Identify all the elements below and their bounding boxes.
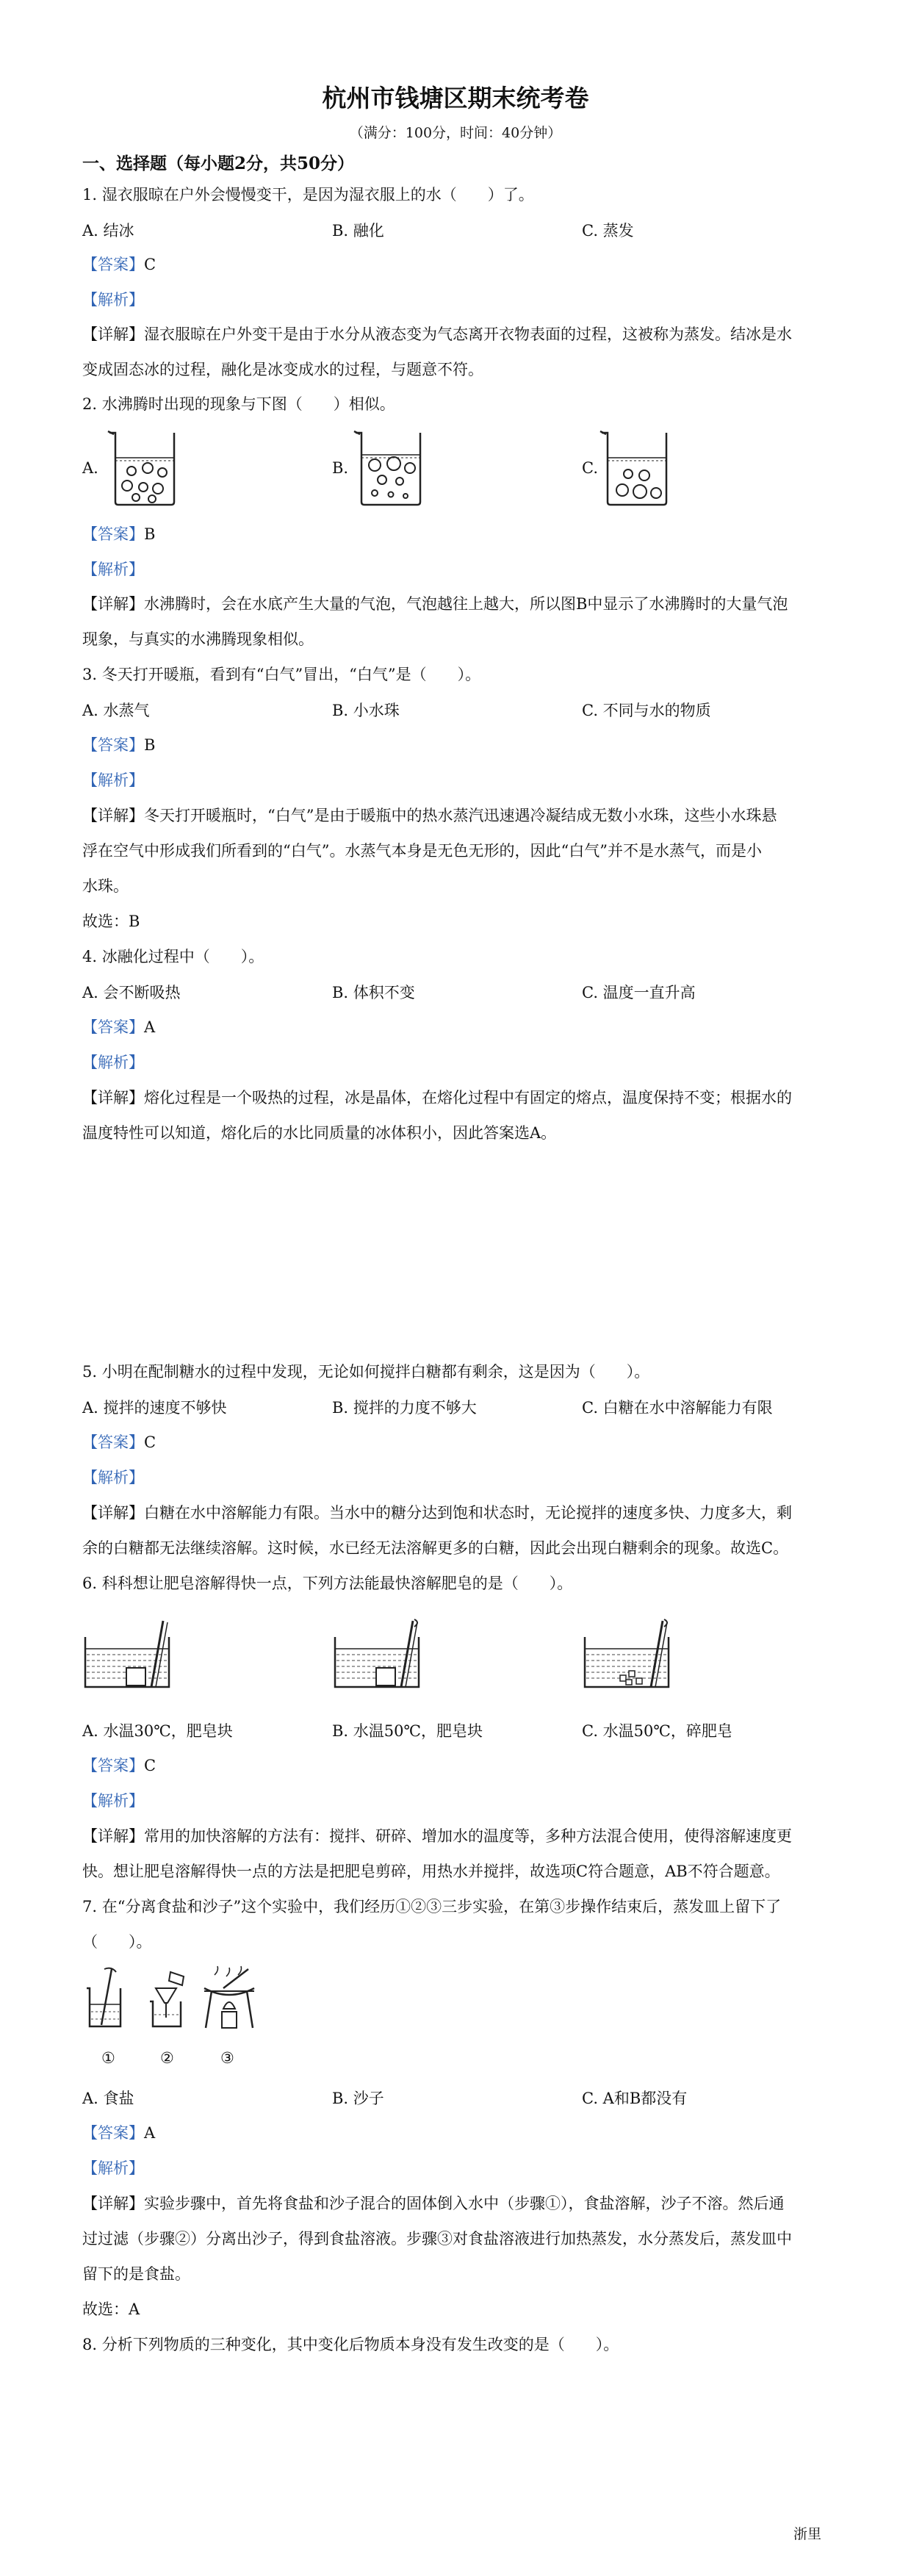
question-5-option-b: B. 搅拌的力度不够大 (332, 1399, 477, 1417)
question-5-stem: 5. 小明在配制糖水的过程中发现，无论如何搅拌白糖都有剩余，这是因为（ ）。 (82, 1363, 650, 1381)
question-7-analysis-label: 【解析】 (82, 2159, 144, 2177)
question-4-option-b: B. 体积不变 (332, 984, 415, 1001)
question-6-detail-2: 快。想让肥皂溶解得快一点的方法是把肥皂剪碎，用热水并搅拌，故选项C符合题意，AB不符合题意。 (82, 1863, 780, 1880)
question-6-stem: 6. 科科想让肥皂溶解得快一点，下列方法能最快溶解肥皂的是（ ）。 (82, 1575, 573, 1592)
step-2-label: ② (160, 2049, 174, 2067)
question-7-stem-line-1: 7. 在“分离食盐和沙子”这个实验中，我们经历①②③三步实验，在第③步操作结束后，蒸发皿上留下了 (82, 1898, 782, 1915)
step-1-label: ① (101, 2049, 115, 2067)
question-7-option-c: C. A和B都没有 (582, 2090, 688, 2107)
question-3-answer: 【答案】B (82, 736, 156, 754)
question-5-detail-1: 【详解】白糖在水中溶解能力有限。当水中的糖分达到饱和状态时，无论搅拌的速度多快、力度多大，剩 (82, 1504, 792, 1522)
question-6-detail-1: 【详解】常用的加快溶解的方法有：搅拌、研碎、增加水的温度等，多种方法混合使用，使得溶解速度更 (82, 1827, 792, 1845)
question-2-answer: 【答案】B (82, 525, 156, 543)
question-3-stem: 3. 冬天打开暖瓶，看到有“白气”冒出，“白气”是（ ）。 (82, 666, 481, 683)
question-7-conclusion: 故选：A (82, 2300, 140, 2318)
question-1-option-c: C. 蒸发 (582, 222, 634, 240)
page-title: 杭州市钱塘区期末统考卷 (322, 84, 589, 112)
question-7-answer: 【答案】A (82, 2124, 156, 2142)
question-4-option-c: C. 温度一直升高 (582, 984, 696, 1001)
question-2-option-c: C. (582, 459, 598, 477)
question-4-analysis-label: 【解析】 (82, 1054, 144, 1071)
question-3-option-a: A. 水蒸气 (82, 702, 150, 719)
beaker-c-illustration (599, 428, 676, 509)
question-3-detail-1: 【详解】冬天打开暖瓶时，“白气”是由于暖瓶中的热水蒸汽迅速遇冷凝结成无数小水珠，这些小水珠悬 (82, 807, 777, 824)
separation-steps-illustration (82, 1966, 303, 2047)
question-1-detail-2: 变成固态冰的过程，融化是冰变成水的过程，与题意不符。 (82, 361, 483, 378)
question-4-stem: 4. 冰融化过程中（ ）。 (82, 948, 264, 965)
question-1-option-a: A. 结冰 (82, 222, 134, 240)
page-footer: 浙里 (793, 2526, 822, 2542)
question-1-option-b: B. 融化 (332, 222, 384, 240)
beaker-b-illustration (353, 428, 430, 509)
question-3-analysis-label: 【解析】 (82, 771, 144, 789)
question-2-option-a: A. (82, 459, 98, 477)
page-subtitle: （满分：100分，时间：40分钟） (349, 125, 562, 141)
question-2-option-b: B. (332, 459, 349, 477)
question-5-option-c: C. 白糖在水中溶解能力有限 (582, 1399, 773, 1417)
question-6-option-c: C. 水温50℃，碎肥皂 (582, 1722, 732, 1740)
question-3-detail-3: 水珠。 (82, 877, 129, 895)
question-1-analysis-label: 【解析】 (82, 291, 144, 309)
step-3-label: ③ (220, 2049, 234, 2067)
question-4-answer: 【答案】A (82, 1018, 156, 1036)
beaker-a-illustration (107, 428, 184, 509)
question-5-answer: 【答案】C (82, 1433, 156, 1451)
question-6-option-b: B. 水温50℃，肥皂块 (332, 1722, 483, 1740)
question-2-analysis-label: 【解析】 (82, 561, 144, 578)
question-6-answer: 【答案】C (82, 1757, 156, 1774)
question-7-detail-2: 过过滤（步骤②）分离出沙子，得到食盐溶液。步骤③对食盐溶液进行加热蒸发，水分蒸发后，蒸发皿中 (82, 2230, 792, 2248)
question-5-analysis-label: 【解析】 (82, 1469, 144, 1486)
question-7-option-a: A. 食盐 (82, 2090, 134, 2107)
question-2-stem: 2. 水沸腾时出现的现象与下图（ ）相似。 (82, 395, 395, 413)
question-7-option-b: B. 沙子 (332, 2090, 384, 2107)
question-4-detail-2: 温度特性可以知道，熔化后的水比同质量的冰体积小，因此答案选A。 (82, 1124, 557, 1142)
question-3-option-b: B. 小水珠 (332, 702, 400, 719)
soap-basin-a-illustration (82, 1616, 185, 1694)
question-8-stem: 8. 分析下列物质的三种变化，其中变化后物质本身没有发生改变的是（ ）。 (82, 2336, 619, 2353)
question-3-option-c: C. 不同与水的物质 (582, 702, 711, 719)
question-7-detail-3: 留下的是食盐。 (82, 2265, 190, 2283)
soap-basin-c-illustration (582, 1616, 685, 1694)
question-2-detail-2: 现象，与真实的水沸腾现象相似。 (82, 630, 314, 648)
section-heading: 一、选择题（每小题2分，共50分） (82, 154, 355, 173)
question-4-detail-1: 【详解】熔化过程是一个吸热的过程，冰是晶体，在熔化过程中有固定的熔点，温度保持不变；根据水的 (82, 1089, 792, 1107)
question-1-answer: 【答案】C (82, 256, 156, 273)
question-3-conclusion: 故选：B (82, 913, 140, 930)
question-7-stem-line-2: （ ）。 (82, 1933, 152, 1951)
question-3-detail-2: 浮在空气中形成我们所看到的“白气”。水蒸气本身是无色无形的，因此“白气”并不是水蒸气，而是小 (82, 842, 762, 860)
soap-basin-b-illustration (332, 1616, 435, 1694)
question-5-detail-2: 余的白糖都无法继续溶解。这时候，水已经无法溶解更多的白糖，因此会出现白糖剩余的现象。故选C。 (82, 1539, 789, 1557)
question-1-detail-1: 【详解】湿衣服晾在户外变干是由于水分从液态变为气态离开衣物表面的过程，这被称为蒸发。结冰是水 (82, 325, 792, 343)
question-4-option-a: A. 会不断吸热 (82, 984, 181, 1001)
question-6-analysis-label: 【解析】 (82, 1792, 144, 1810)
question-5-option-a: A. 搅拌的速度不够快 (82, 1399, 227, 1417)
question-1-stem: 1. 湿衣服晾在户外会慢慢变干，是因为湿衣服上的水（ ）了。 (82, 186, 534, 204)
question-7-detail-1: 【详解】实验步骤中，首先将食盐和沙子混合的固体倒入水中（步骤①），食盐溶解，沙子不溶。然后通 (82, 2195, 785, 2212)
question-6-option-a: A. 水温30℃，肥皂块 (82, 1722, 233, 1740)
question-2-detail-1: 【详解】水沸腾时，会在水底产生大量的气泡，气泡越往上越大，所以图B中显示了水沸腾时的大量气泡 (82, 595, 788, 613)
